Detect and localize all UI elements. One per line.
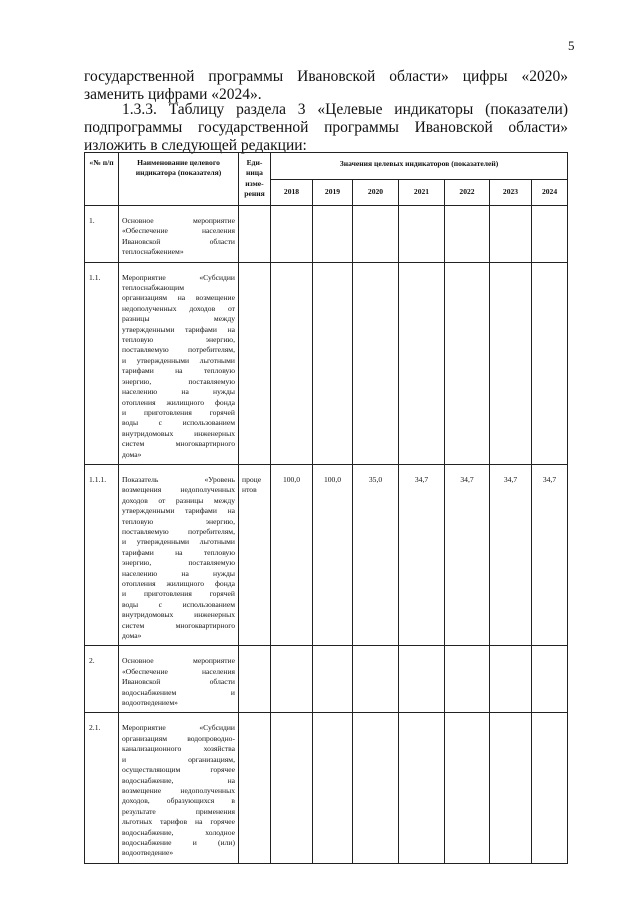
indicator-name [119,464,239,646]
value-cell [532,262,568,464]
indicator-name-line: доходов от разницы между [122,495,235,505]
unit-cell [239,262,271,464]
header-year: 2022 [445,180,490,206]
header-year: 2020 [353,180,399,206]
indicator-name-line: организациям на возмещение [122,293,235,303]
value-cell [445,262,490,464]
indicator-name-line: Ивановской области [122,677,235,687]
clause-line: 1.3.3. Таблицу раздела 3 «Целевые индикаторы (показатели) [122,101,568,118]
value-cell: 34,7 [445,464,490,646]
indicator-name-line: Ивановской области [122,236,235,246]
value-cell [490,206,532,263]
indicator-name-line: и организациям, [122,754,235,764]
clause-line: изложить в следующей редакции: [84,137,307,154]
indicator-name-line: водоснабжение, на [122,775,235,785]
indicator-name-line: Основное мероприятие [122,656,235,666]
indicator-name-line: воды с использованием [122,599,235,609]
unit-cell [239,646,271,713]
value-cell [532,206,568,263]
indicator-name-line: водоотведением» [122,698,178,708]
indicator-name-line: теплоснабжающим [122,283,185,293]
indicator-name-line: водоснабжение, холодное [122,827,235,837]
table-row [85,464,568,646]
value-cell [399,262,445,464]
table-row [85,713,568,863]
clause-paragraph [84,101,568,155]
indicator-name-line: канализационного хозяйства [122,744,235,754]
row-number: 1. [85,206,119,263]
indicator-name-line: поставляемую потребителям, [122,526,235,536]
row-number: 1.1. [85,262,119,464]
indicator-name-line: водоотведение» [122,848,174,858]
table-row [85,646,568,713]
indicator-name-line: утвержденными тарифами на [122,324,235,334]
indicator-name [119,713,239,863]
unit-cell: проце нтов [239,464,271,646]
indicator-name-line: Мероприятие «Субсидии [122,723,235,733]
indicator-name-line: тарифами на тепловую [122,547,235,557]
indicator-name-line: осуществляющим горячее [122,765,235,775]
indicator-name-line: «Обеспечение населения [122,226,235,236]
unit-cell [239,713,271,863]
indicator-name-line: водоснабжение и (или) [122,837,235,847]
value-cell [313,713,353,863]
unit-cell [239,206,271,263]
value-cell: 34,7 [532,464,568,646]
value-cell: 100,0 [271,464,313,646]
indicator-name-line: дома» [122,631,142,641]
indicator-name-line: населению на нужды [122,568,235,578]
row-number: 1.1.1. [85,464,119,646]
value-cell [490,646,532,713]
indicator-name-line: поставляемую потребителям, [122,345,235,355]
value-cell: 34,7 [399,464,445,646]
indicator-name-line: результате применения [122,806,235,816]
row-number: 2. [85,646,119,713]
indicator-name [119,206,239,263]
intro-line: заменить цифрами «2024». [84,86,262,103]
value-cell [271,262,313,464]
header-year: 2019 [313,180,353,206]
value-cell [532,713,568,863]
table-row [85,262,568,464]
header-num: «№ п/п [85,153,119,206]
table-row [85,206,568,263]
row-number: 2.1. [85,713,119,863]
indicator-name-line: утвержденными тарифами на [122,506,235,516]
value-cell [490,262,532,464]
value-cell [271,206,313,263]
value-cell [445,713,490,863]
indicator-name-line: отопления жилищного фонда [122,397,235,407]
header-year: 2018 [271,180,313,206]
header-unit: Еди- ница изме- рения [239,153,271,206]
value-cell [353,713,399,863]
indicator-name-line: льготных тарифов на горячее [122,817,235,827]
indicator-name-line: воды с использованием [122,418,235,428]
value-cell [532,646,568,713]
indicator-name-line: тепловую энергию, [122,335,235,345]
indicator-name-line: Мероприятие «Субсидии [122,272,235,282]
value-cell [313,206,353,263]
indicator-name-line: разницы между [122,314,235,324]
value-cell [445,206,490,263]
indicator-name-line: населению на нужды [122,387,235,397]
indicator-name-line: энергию, поставляемую [122,376,235,386]
indicator-name-line: и утвержденными льготными [122,355,235,365]
header-year: 2023 [490,180,532,206]
indicator-name-line: «Обеспечение населения [122,666,235,676]
indicator-name [119,262,239,464]
clause-line: подпрограммы государственной программы Ивановской области» [84,119,568,136]
header-year: 2021 [399,180,445,206]
indicator-name-line: возмещения недополученных [122,485,235,495]
value-cell [445,646,490,713]
indicator-name-line: тепловую энергию, [122,516,235,526]
value-cell [313,262,353,464]
intro-line: государственной программы Ивановской области» цифры «2020» [84,68,568,85]
value-cell: 34,7 [490,464,532,646]
indicators-table [84,152,568,864]
indicator-name-line: тарифами на тепловую [122,366,235,376]
indicator-name-line: организациям водопроводно- [122,733,235,743]
value-cell [271,646,313,713]
indicator-name-line: внутридомовых инженерных [122,610,235,620]
indicator-name-line: Основное мероприятие [122,216,235,225]
indicator-name-line: отопления жилищного фонда [122,579,235,588]
value-cell [399,646,445,713]
value-cell [490,713,532,863]
value-cell [353,262,399,464]
indicator-name-line: Показатель «Уровень [122,474,235,484]
value-cell: 100,0 [313,464,353,646]
indicator-name-line: теплоснабжением» [122,247,184,257]
indicator-name-line: и утвержденными льготными [122,537,235,547]
indicator-name-line: и приготовления горячей [122,589,235,599]
value-cell [399,713,445,863]
indicator-name-line: систем многоквартирного [122,439,235,449]
header-year: 2024 [532,180,568,206]
value-cell [353,206,399,263]
indicator-name-line: и приготовления горячей [122,407,235,417]
indicator-name-line: недополученных доходов от [122,303,235,313]
indicator-name-line: водоснабжением и [122,687,235,697]
header-indicator-name: Наименование целевого индикатора (показателя) [119,153,239,206]
value-cell [353,646,399,713]
indicator-name-line: энергию, поставляемую [122,558,235,568]
page-number: 5 [568,38,575,53]
value-cell [313,646,353,713]
indicator-name-line: доходов, образующихся в [122,796,235,806]
indicator-name-line: дома» [122,449,142,459]
value-cell: 35,0 [353,464,399,646]
indicator-name-line: возмещение недополученных [122,785,235,795]
value-cell [399,206,445,263]
intro-paragraph [84,68,568,104]
indicator-name-line: систем многоквартирного [122,620,235,630]
header-values-group: Значения целевых индикаторов (показателей) [271,153,568,180]
value-cell [271,713,313,863]
indicator-name [119,646,239,713]
indicator-name-line: внутридомовых инженерных [122,428,235,438]
